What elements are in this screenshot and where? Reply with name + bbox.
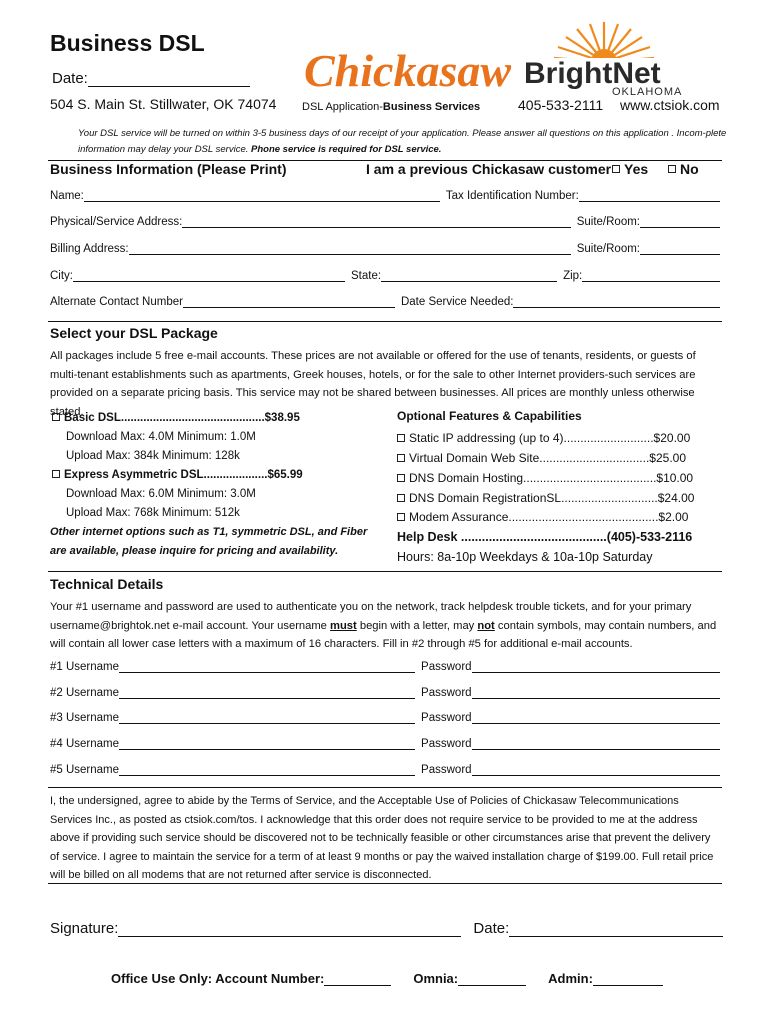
packages-description: All packages include 5 free e-mail accounts. These prices are not available or offered for the use of tenants, residents, or guests of multi-tenant establishments such as apartments, Greek houses, hotels, or for the sale to other Internet providers-such services are provided on a separate pricing basis. This service may not be shared between businesses. All prices are monthly unless otherwise stated.	[50, 350, 696, 418]
name-row: Name: Tax Identification Number:	[50, 190, 720, 202]
suite-field[interactable]	[640, 218, 720, 228]
credential-row-4: #4 Username Password	[50, 738, 720, 750]
other-options-note-2: are available, please inquire for pricing and availability.	[50, 545, 339, 557]
credential-row-3: #3 Username Password	[50, 712, 720, 724]
alt-contact-row: Alternate Contact Number Date Service Needed:	[50, 296, 720, 308]
helpdesk-hours: Hours: 8a-10p Weekdays & 10a-10p Saturday	[397, 550, 653, 564]
alt-contact-field[interactable]	[183, 298, 395, 308]
zip-field[interactable]	[582, 272, 720, 282]
omnia-field[interactable]	[458, 974, 526, 986]
office-use-row	[111, 971, 663, 986]
option-modem-assurance[interactable]: Modem Assurance.............................................$2.00	[397, 510, 688, 524]
chickasaw-logo	[298, 30, 512, 100]
admin-label: Admin:	[548, 971, 593, 986]
username-4-field[interactable]	[119, 740, 415, 750]
credential-row-5: #5 Username Password	[50, 764, 720, 776]
billing-address-field[interactable]	[129, 245, 571, 255]
brightnet-logo	[520, 18, 690, 98]
account-number-label: Office Use Only: Account Number:	[111, 971, 325, 986]
checkbox-icon	[668, 165, 676, 173]
password-4-field[interactable]	[472, 740, 720, 750]
basic-download: Download Max: 4.0M Minimum: 1.0M	[66, 431, 256, 443]
checkbox-icon	[52, 413, 60, 421]
divider	[48, 571, 722, 572]
date-line	[88, 73, 250, 87]
optional-features-heading: Optional Features & Capabilities	[397, 409, 582, 423]
date-service-field[interactable]	[513, 298, 720, 308]
name-field[interactable]	[84, 192, 440, 202]
divider	[48, 883, 722, 884]
password-1-field[interactable]	[472, 663, 720, 673]
password-3-field[interactable]	[472, 714, 720, 724]
tax-id-field[interactable]	[579, 192, 720, 202]
credential-row-2: #2 Username Password	[50, 687, 720, 699]
billing-suite-field[interactable]	[640, 245, 720, 255]
password-2-field[interactable]	[472, 689, 720, 699]
signature-date-field[interactable]	[509, 924, 723, 937]
username-1-field[interactable]	[119, 663, 415, 673]
terms-agreement: I, the undersigned, agree to abide by the Terms of Service, and the Acceptable Use of Policies of Chickasaw Telecommunications Services Inc., as posted as ctsiok.com/tos. I acknowledge that this order does not require service to be provided to me at the address above if providing such service should be discovered not to be technically feasible or other circumstances arise that prevent the delivery of service. I agree to maintain the service for a term of at least 9 months or pay the waived installation charge of $199.00. Full retail price will be billed on all modems that are not returned after service is disconnected.	[50, 795, 714, 882]
billing-address-row: Billing Address: Suite/Room:	[50, 243, 720, 255]
divider	[48, 787, 722, 788]
no-checkbox[interactable]: No	[668, 161, 699, 177]
business-info-heading: Business Information (Please Print)	[50, 161, 287, 177]
checkbox-icon	[397, 454, 405, 462]
application-type: DSL Application-Business Services	[302, 101, 481, 113]
option-static-ip[interactable]: Static IP addressing (up to 4)...........................$20.00	[397, 431, 690, 445]
signature-date-label: Date:	[473, 920, 510, 937]
checkbox-icon	[397, 434, 405, 442]
credential-row-1: #1 Username Password	[50, 661, 720, 673]
packages-heading: Select your DSL Package	[50, 325, 218, 341]
physical-address-row: Physical/Service Address: Suite/Room:	[50, 216, 720, 228]
express-upload: Upload Max: 768k Minimum: 512k	[66, 507, 240, 519]
checkbox-icon	[397, 513, 405, 521]
company-phone: 405-533-2111	[518, 97, 604, 113]
chickasaw-logo-text: Chickasaw	[304, 45, 512, 96]
state-field[interactable]	[381, 272, 557, 282]
checkbox-icon	[397, 494, 405, 502]
username-5-field[interactable]	[119, 766, 415, 776]
omnia-label: Omnia:	[413, 971, 459, 986]
signature-label: Signature:	[50, 920, 119, 937]
username-2-field[interactable]	[119, 689, 415, 699]
company-address: 504 S. Main St. Stillwater, OK 74074	[50, 96, 277, 112]
divider	[48, 321, 722, 322]
previous-customer-label: I am a previous Chickasaw customer	[366, 161, 612, 177]
express-download: Download Max: 6.0M Minimum: 3.0M	[66, 488, 256, 500]
technical-heading: Technical Details	[50, 576, 164, 592]
page-title: Business DSL	[50, 30, 205, 56]
basic-upload: Upload Max: 384k Minimum: 128k	[66, 450, 240, 462]
checkbox-icon	[397, 474, 405, 482]
brightnet-logo-text: BrightNet	[524, 57, 661, 90]
city-row: City: State: Zip:	[50, 270, 720, 282]
option-dns-hosting[interactable]: DNS Domain Hosting........................................$10.00	[397, 471, 693, 485]
technical-description: Your #1 username and password are used to authenticate you on the network, track helpdesk trouble tickets, and for your primary username@brightok.net e-mail account. Your username must begin with a letter, may not contain symbols, may contain numbers, and will contain all lower case letters with a maximum of 16 characters. Fill in #2 through #5 for additional e-mail accounts.	[50, 601, 717, 650]
password-5-field[interactable]	[472, 766, 720, 776]
checkbox-icon	[612, 165, 620, 173]
account-number-field[interactable]	[324, 974, 391, 986]
city-field[interactable]	[73, 272, 345, 282]
username-3-field[interactable]	[119, 714, 415, 724]
intro-notice: Your DSL service will be turned on within 3-5 business days of our receipt of your application. Please answer all questions on this application . Incom-plete information may delay your DSL service. Phone service is required for DSL service.	[78, 128, 727, 155]
brightnet-logo-sub: OKLAHOMA	[612, 86, 683, 98]
yes-checkbox[interactable]: Yes	[612, 161, 648, 177]
signature-field[interactable]	[118, 924, 461, 937]
company-website: www.ctsiok.com	[620, 97, 720, 113]
express-dsl-option[interactable]: Express Asymmetric DSL....................$65.99	[52, 469, 303, 481]
signature-row	[50, 920, 723, 937]
helpdesk-phone: Help Desk ..........................................(405)-533-2116	[397, 530, 693, 544]
option-dns-registration[interactable]: DNS Domain RegistrationSL.............................$24.00	[397, 491, 694, 505]
other-options-note: Other internet options such as T1, symmetric DSL, and Fiber	[50, 526, 368, 538]
admin-field[interactable]	[593, 974, 663, 986]
option-virtual-domain[interactable]: Virtual Domain Web Site.................................$25.00	[397, 451, 686, 465]
date-label: Date:	[52, 70, 88, 87]
physical-address-field[interactable]	[182, 218, 570, 228]
basic-dsl-option[interactable]: Basic DSL.............................................$38.95	[52, 412, 300, 424]
date-field[interactable]	[52, 70, 250, 87]
checkbox-icon	[52, 470, 60, 478]
